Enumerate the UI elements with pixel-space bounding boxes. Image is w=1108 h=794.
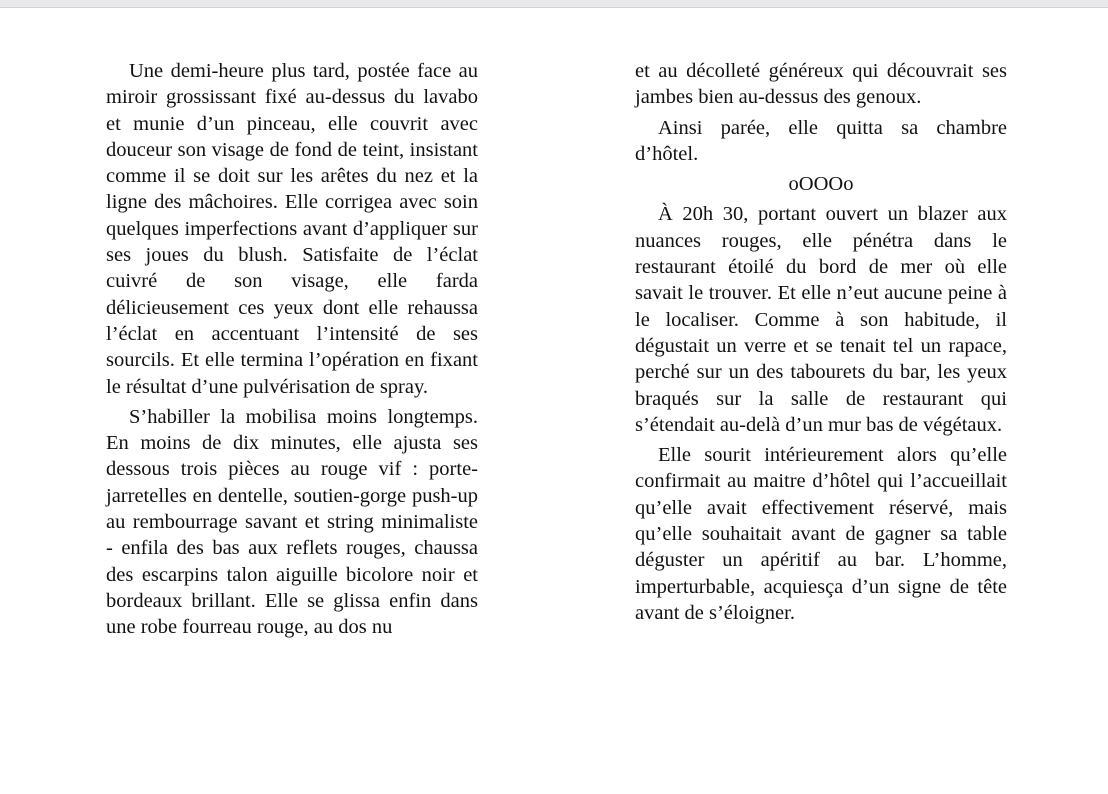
paragraph-makeup: Une demi-heure plus tard, postée face au miroir grossissant fixé au-dessus du lavabo et munie d’un pinceau, elle couvrit avec douceur son visage de fond de teint, insistant comme il se doit sur les arêtes du nez et la ligne des mâchoires. Elle corrigea avec soin quelques imperfections avant d’appliquer sur ses joues du blush. Satisfaite de l’éclat cuivré de son visage, elle farda délicieusement ces yeux dont elle rehaussa l’éclat en accentuant l’intensité de ses sourcils. Et elle termina l’opération en fixant le résultat d’une pulvérisation de spray.: [106, 60, 478, 398]
paragraph-restaurant: À 20h 30, portant ouvert un blazer aux nuances rouges, elle pénétra dans le restaurant étoilé du bord de mer où elle savait le trouver. Et elle n’eut aucune peine à le localiser. Comme à son habitude, il dégustait un verre et se tenait tel un rapace, perché sur un des tabourets du bar, les yeux braqués sur la salle de restaurant qui s’étendait au-delà d’un mur bas de végétaux.: [635, 203, 1007, 436]
section-separator: oOOOo: [788, 173, 854, 196]
paragraph-dressing: S’habiller la mobilisa moins longtemps. En moins de dix minutes, elle ajusta ses dessous trois pièces au rouge vif : porte-jarretelles en dentelle, soutien-gorge push-up au rembourrage savant et string minimaliste - enfila des bas aux reflets rouges, chaussa des escarpins talon aiguille bicolore noir et bordeaux brillant. Elle se glissa enfin dans une robe fourreau rouge, au dos nu: [106, 405, 478, 639]
left-page: [106, 58, 478, 645]
paragraph-leaving-room: Ainsi parée, elle quitta sa chambre d’hôtel.: [635, 116, 1007, 165]
paragraph-continuation: et au décolleté généreux qui découvrait ses jambes bien au-dessus des genoux.: [635, 60, 1007, 109]
viewer-top-bar: [0, 0, 1108, 8]
right-page: [635, 58, 1007, 630]
paragraph-maitre-d: Elle sourit intérieurement alors qu’elle confirmait au maitre d’hôtel qui l’accueillait qu’elle avait effectivement réservé, mais qu’elle souhaitait avant de gagner sa table déguster un apéritif au bar. L’homme, imperturbable, acquiesça d’un signe de tête avant de s’éloigner.: [635, 444, 1007, 624]
